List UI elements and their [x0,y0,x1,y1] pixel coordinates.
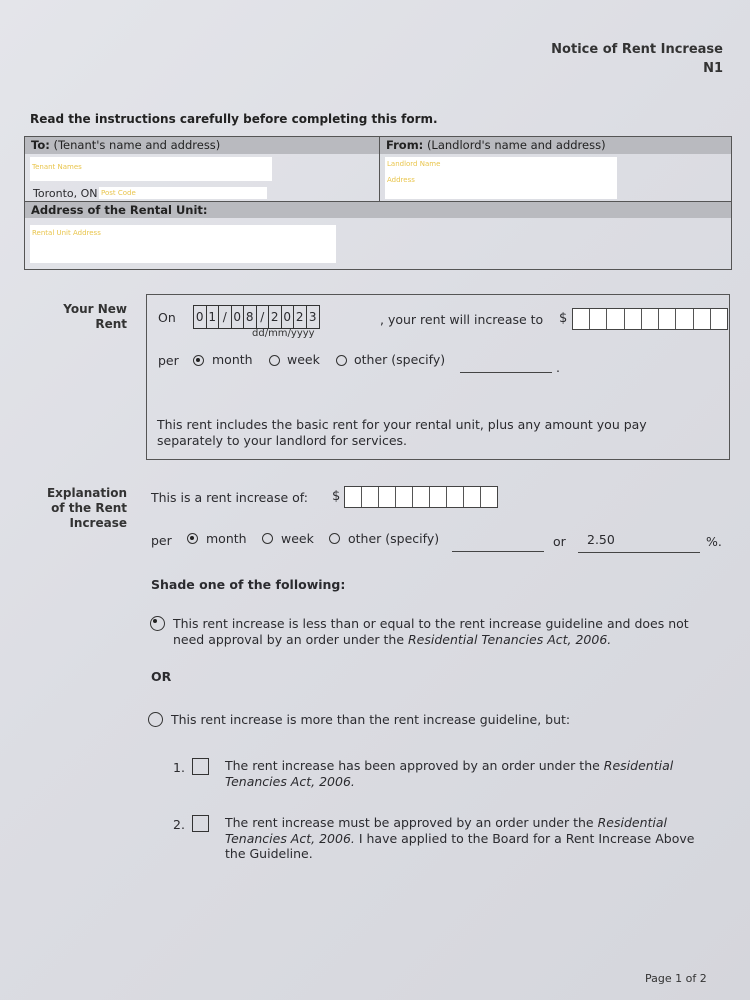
date-format-hint: dd/mm/yyyy [252,328,315,339]
form-code: N1 [703,61,723,76]
explanation-week-radio[interactable] [262,533,273,544]
explanation-month-radio[interactable] [187,533,198,544]
or-divider: OR [151,669,172,684]
sub1-line1: The rent increase has been approved by an order under the [225,758,604,773]
other-label: other (specify) [354,352,446,367]
new-rent-section-label [63,302,127,332]
rental-unit-header [25,201,731,218]
week-label: week [287,352,320,367]
sub2-number: 2. [173,817,185,832]
rental-unit-placeholder: Rental Unit Address [32,229,101,237]
date-separator: / [219,306,232,328]
week-radio[interactable] [269,355,280,366]
other-radio[interactable] [336,355,347,366]
new-rent-label-line1: Your New [63,302,127,316]
explanation-section-label [47,486,127,531]
new-rent-currency: $ [559,311,568,326]
explanation-week-label: week [281,531,314,546]
postal-code-placeholder: Post Code [101,189,136,197]
to-header [25,137,379,154]
rental-unit-label: Address of the Rental Unit: [31,203,208,217]
rent-info-line1: This rent includes the basic rent for your rental unit, plus any amount you pay [157,417,647,432]
rent-includes-info [157,417,647,448]
from-label: From: [386,138,424,152]
date-digit: 0 [232,306,245,328]
rent-info-line2: separately to your landlord for services. [157,432,407,448]
landlord-name-placeholder: Landlord Name [387,160,441,168]
sub1-act2: Tenancies Act, 2006. [225,773,355,789]
period-dot: . [556,360,560,375]
explanation-other-radio[interactable] [329,533,340,544]
option1-act: Residential Tenancies Act, 2006. [408,631,612,647]
tenant-city: Toronto, ON [33,187,98,200]
other-specify-field[interactable] [460,372,552,373]
percent-underline [578,552,700,553]
increase-to-text: , your rent will increase to [380,312,544,327]
or-label: or [553,534,566,549]
from-header [380,137,731,154]
date-digit: 3 [308,310,317,324]
applied-checkbox[interactable] [192,815,209,832]
date-digit: 8 [244,306,257,328]
sub1-act1: Residential [603,758,674,773]
sub2-act1: Residential [597,815,668,830]
landlord-field[interactable] [385,157,617,199]
date-digit: 0 [194,306,207,328]
option1-line1: This rent increase is less than or equal to the rent increase guideline and does not [173,616,689,631]
page-number: Page 1 of 2 [645,972,707,985]
increase-currency: $ [332,489,341,504]
on-label: On [158,310,176,325]
sub2-line1: The rent increase must be approved by an order under the [225,815,598,830]
explanation-month-label: month [206,531,247,546]
postal-code-field[interactable] [99,187,267,199]
from-desc: (Landlord's name and address) [426,138,606,152]
approved-text [225,758,673,789]
rental-unit-field[interactable] [30,225,336,263]
instructions-text: Read the instructions carefully before completing this form. [30,112,438,126]
explanation-per-label: per [151,533,172,548]
sub1-number: 1. [173,760,185,775]
per-label: per [158,353,179,368]
sub2-line3: the Guideline. [225,846,313,861]
increase-amount-field[interactable] [344,486,498,508]
to-desc: (Tenant's name and address) [53,138,221,152]
date-separator: / [257,306,270,328]
column-divider [379,137,380,201]
above-guideline-radio[interactable] [148,712,163,727]
above-guideline-text: This rent increase is more than the rent increase guideline, but: [171,712,571,727]
effective-date-field[interactable] [193,305,320,329]
shade-heading: Shade one of the following: [151,577,346,592]
percent-sign: %. [706,534,722,549]
to-label: To: [31,138,50,152]
increase-of-label: This is a rent increase of: [151,490,308,505]
new-rent-amount-field[interactable] [572,308,728,330]
applied-text [225,815,694,862]
tenant-names-placeholder: Tenant Names [32,163,82,171]
form-title: Notice of Rent Increase [551,42,723,57]
approved-checkbox[interactable] [192,758,209,775]
explanation-other-field[interactable] [452,551,544,552]
date-digit: 1 [207,306,220,328]
explanation-label-line3: Increase [69,516,127,530]
date-digit: 0 [282,306,295,328]
address-box [24,136,732,270]
landlord-address-placeholder: Address [387,176,415,184]
guideline-option-radio[interactable] [150,616,165,631]
explanation-label-line1: Explanation [46,486,127,500]
tenant-names-field[interactable] [30,157,272,181]
percent-value[interactable]: 2.50 [587,532,615,547]
option1-line2: need approval by an order under the [173,631,408,647]
date-digit: 2 [294,306,307,328]
guideline-option-text [173,616,689,647]
sub2-act2: Tenancies Act, 2006. [225,830,355,846]
sub2-line2: I have applied to the Board for a Rent Increase Above [354,830,695,846]
explanation-other-label: other (specify) [348,531,440,546]
month-radio[interactable] [193,355,204,366]
new-rent-label-line2: Rent [95,317,127,331]
date-digit: 2 [269,306,282,328]
month-label: month [212,352,253,367]
explanation-label-line2: of the Rent [51,501,127,515]
